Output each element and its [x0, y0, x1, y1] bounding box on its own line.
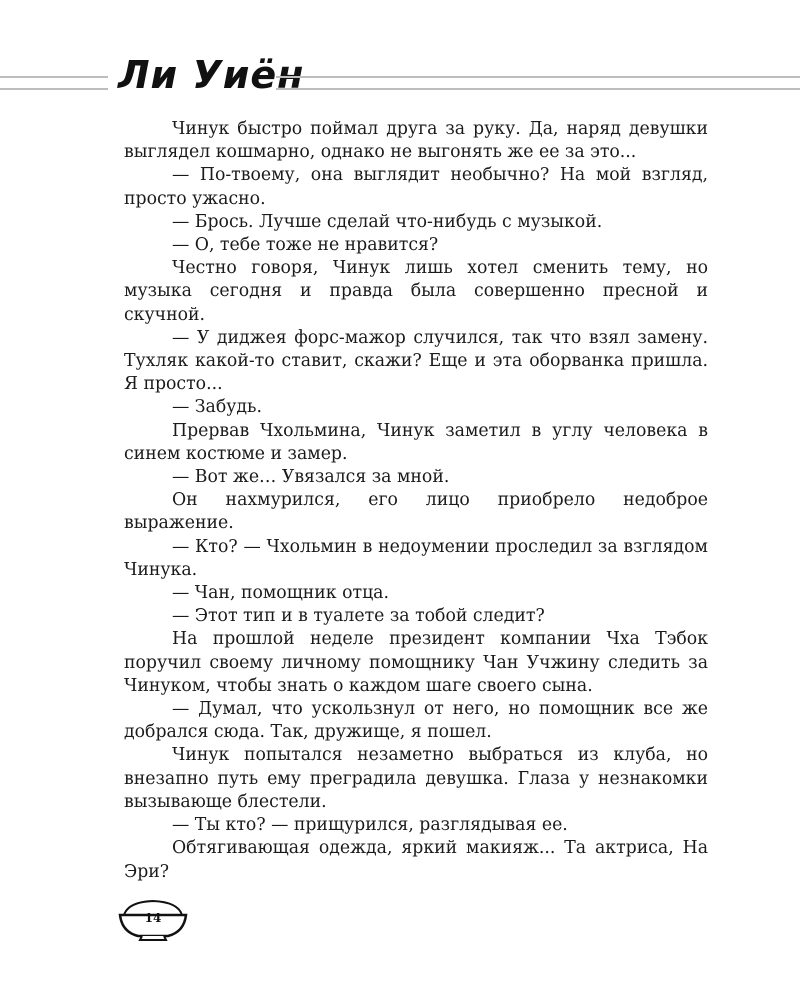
paragraph: Он нахмурился, его лицо приобрело недоброе выражение. — [124, 490, 708, 534]
paragraph: — О, тебе тоже не нравится? — [172, 235, 439, 256]
header-rule-right-top — [276, 76, 800, 78]
paragraph: Обтягивающая одежда, яркий макияж... Та актриса, На Эри? — [124, 838, 708, 882]
page-body-text — [124, 118, 708, 884]
paragraph: — Этот тип и в туалете за тобой следит? — [172, 606, 545, 627]
paragraph: Чинук быстро поймал друга за руку. Да, наряд девушки выглядел кошмарно, однако не выгонять же ее за это... — [124, 119, 708, 163]
header-rule-right-bottom — [276, 88, 800, 90]
header-rule-left-bottom — [0, 88, 108, 90]
paragraph: — Забудь. — [172, 397, 262, 418]
running-head-author: Ли Уиён — [118, 53, 305, 97]
paragraph: Честно говоря, Чинук лишь хотел сменить тему, но музыка сегодня и правда была совершенно пресной и скучной. — [124, 258, 708, 325]
header-rule-left-top — [0, 76, 108, 78]
paragraph: — Думал, что ускользнул от него, но помощник все же добрался сюда. Так, дружище, я пошел. — [124, 699, 708, 743]
paragraph: — По-твоему, она выглядит необычно? На мой взгляд, просто ужасно. — [124, 165, 708, 209]
paragraph: — Ты кто? — прищурился, разглядывая ее. — [172, 815, 568, 836]
paragraph: — Брось. Лучше сделай что-нибудь с музыкой. — [172, 211, 603, 232]
paragraph: — Кто? — Чхольмин в недоумении проследил за взглядом Чинука. — [124, 536, 708, 580]
page-number-badge — [118, 898, 188, 942]
paragraph: Прервав Чхольмина, Чинук заметил в углу человека в синем костюме и замер. — [124, 420, 708, 464]
paragraph: На прошлой неделе президент компании Чха Тэбок поручил своему личному помощнику Чан Учжину следить за Чинуком, чтобы знать о каждом шаге своего сына. — [124, 629, 708, 696]
paragraph: — Вот же… Увязался за мной. — [172, 467, 450, 488]
paragraph: — Чан, помощник отца. — [172, 583, 389, 604]
page-number: 14 — [144, 911, 162, 925]
paragraph: — У диджея форс-мажор случился, так что взял замену. Тухляк какой-то ставит, скажи? Еще и эта оборванка пришла. Я просто... — [124, 327, 708, 395]
paragraph: Чинук попытался незаметно выбраться из клуба, но внезапно путь ему преградила девушка. Глаза у незнакомки вызывающе блестели. — [124, 745, 708, 812]
